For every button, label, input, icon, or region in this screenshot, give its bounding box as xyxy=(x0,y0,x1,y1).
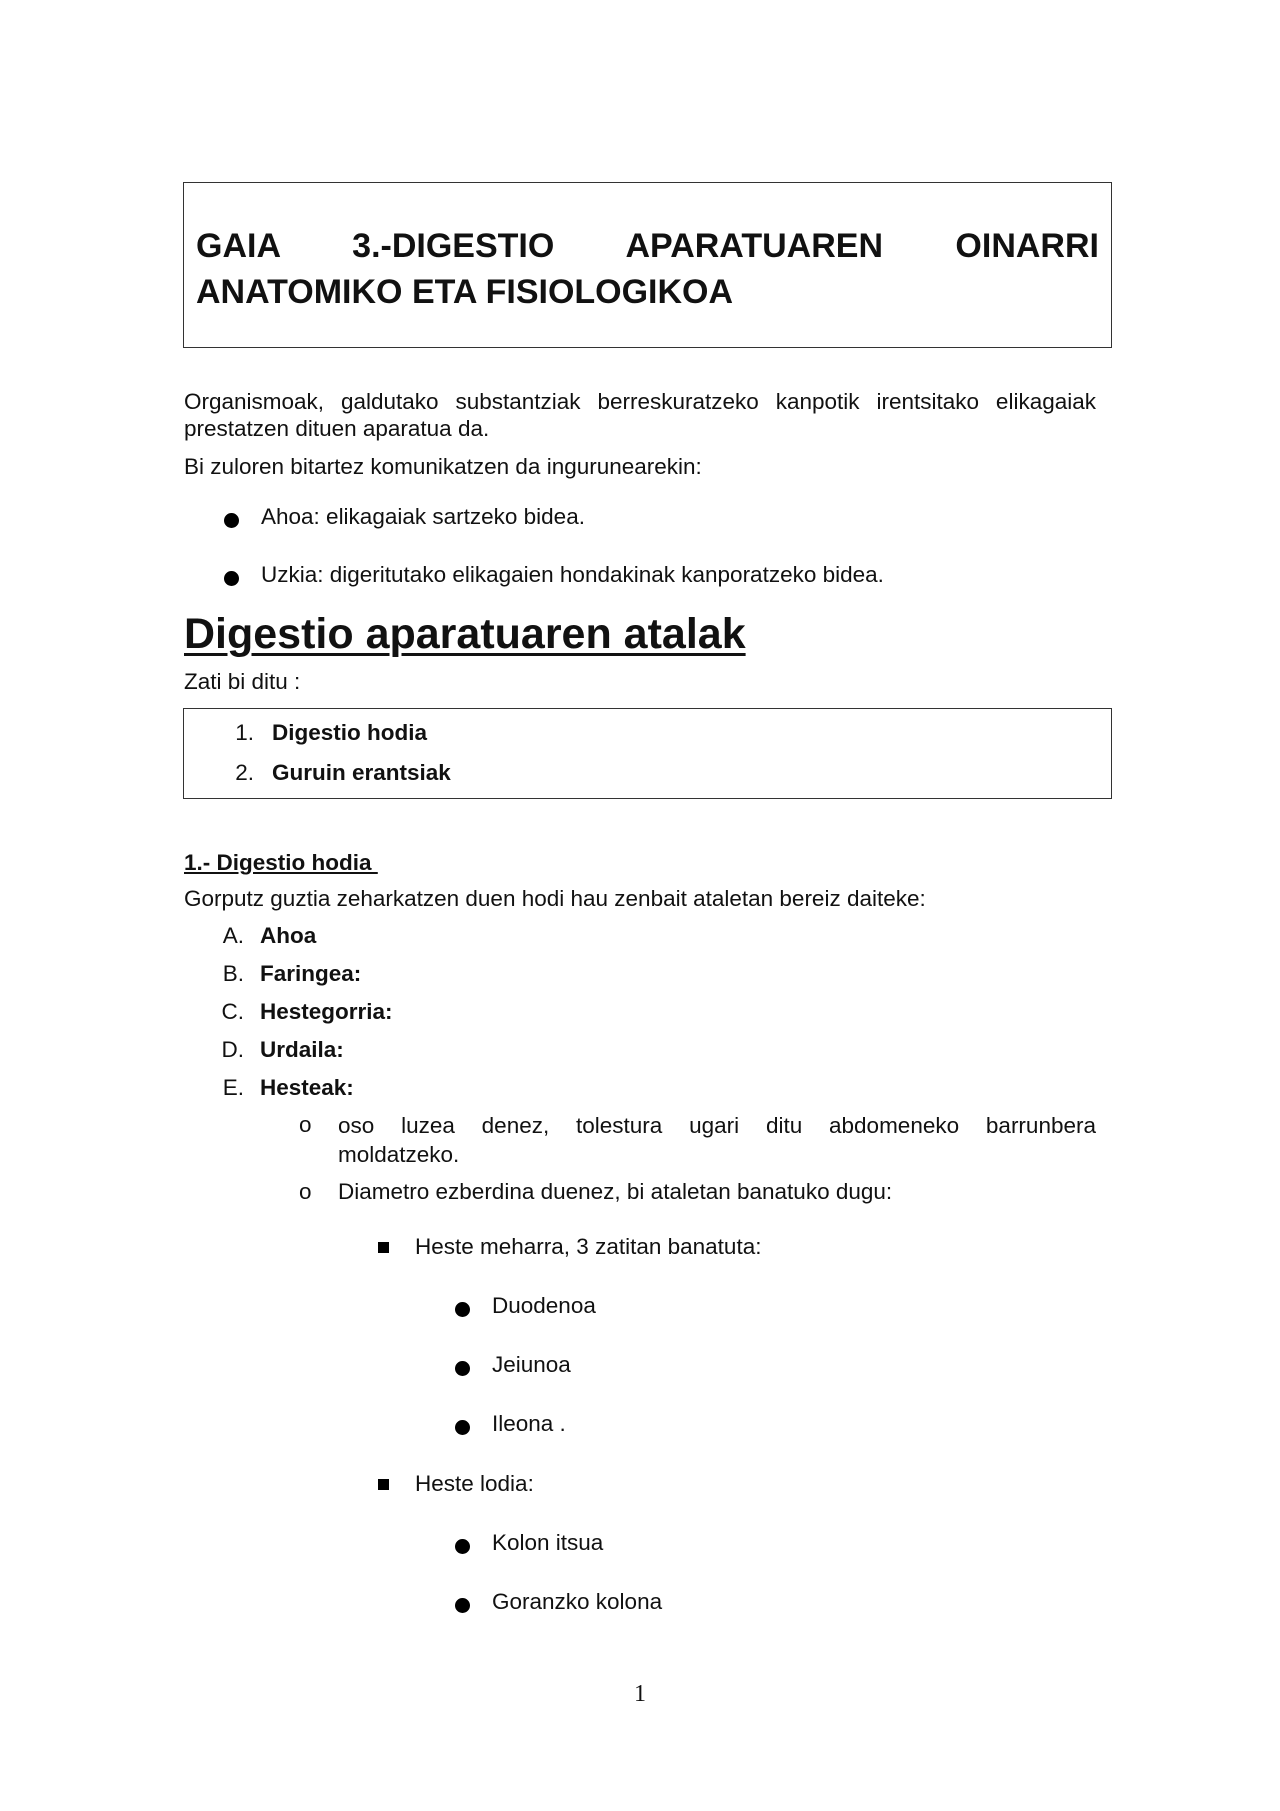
heste-lodia-part: Goranzko kolona xyxy=(492,1589,663,1614)
hesteak-sub-item-1-line-1: oso luzea denez, tolestura ugari ditu abdomeneko barrunbera xyxy=(338,1113,1096,1138)
bullet-dot-icon xyxy=(455,1361,470,1376)
list-marker: A. xyxy=(222,923,244,948)
title-line-1: GAIA 3.-DIGESTIO APARATUAREN OINARRI xyxy=(196,227,1099,265)
list-marker: B. xyxy=(222,961,244,986)
list-item-label: Ahoa xyxy=(260,923,317,948)
bullet-dot-icon xyxy=(455,1420,470,1435)
list-item-label: Hesteak: xyxy=(260,1075,354,1100)
list-marker: D. xyxy=(221,1037,244,1062)
intro-line-2: prestatzen dituen aparatua da. xyxy=(184,416,490,441)
intro-paragraph-2: Bi zuloren bitartez komunikatzen da ingurunearekin: xyxy=(184,454,702,479)
heste-meharra-part: Duodenoa xyxy=(492,1293,596,1318)
list-marker: E. xyxy=(222,1075,244,1100)
digestio-hodia-intro: Gorputz guztia zeharkatzen duen hodi hau zenbait ataletan bereiz daiteke: xyxy=(184,886,926,911)
title-line-2: ANATOMIKO ETA FISIOLOGIKOA xyxy=(196,273,734,311)
intro-line-1: Organismoak, galdutako substantziak berreskuratzeko kanpotik irentsitako elikagaiak xyxy=(184,389,1096,414)
heste-lodia-label: Heste lodia: xyxy=(415,1471,534,1496)
bullet-dot-icon xyxy=(224,571,239,586)
hesteak-sub-item-1 xyxy=(338,1111,1096,1169)
heste-meharra-part: Jeiunoa xyxy=(492,1352,571,1377)
list-item-label: Urdaila: xyxy=(260,1037,344,1062)
list-marker: 2. xyxy=(235,760,254,785)
square-bullet-icon xyxy=(378,1479,389,1490)
list-marker: 1. xyxy=(235,720,254,745)
sub-list-marker: o xyxy=(299,1179,312,1204)
bullet-dot-icon xyxy=(455,1302,470,1317)
bullet-dot-icon xyxy=(455,1539,470,1554)
subsection-heading-digestio-hodia: 1.- Digestio hodia xyxy=(184,850,378,875)
section-atalak-intro: Zati bi ditu : xyxy=(184,669,301,694)
intro-paragraph xyxy=(184,388,1096,442)
page-title xyxy=(196,223,1099,315)
bullet-item-uzkia: Uzkia: digeritutako elikagaien hondakinak kanporatzeko bidea. xyxy=(261,562,884,587)
list-item-label: Faringea: xyxy=(260,961,362,986)
page-number: 1 xyxy=(634,1681,646,1707)
heste-lodia-part: Kolon itsua xyxy=(492,1530,604,1555)
square-bullet-icon xyxy=(378,1242,389,1253)
title-box xyxy=(183,182,1112,348)
hesteak-sub-item-2: Diametro ezberdina duenez, bi ataletan banatuko dugu: xyxy=(338,1179,893,1204)
list-marker: C. xyxy=(221,999,244,1024)
list-item-label: Guruin erantsiak xyxy=(272,760,451,785)
section-heading-atalak: Digestio aparatuaren atalak xyxy=(184,610,746,658)
bullet-item-ahoa: Ahoa: elikagaiak sartzeko bidea. xyxy=(261,504,585,529)
heste-meharra-part: Ileona . xyxy=(492,1411,566,1436)
list-item-label: Hestegorria: xyxy=(260,999,393,1024)
sub-list-marker: o xyxy=(299,1112,312,1137)
hesteak-sub-item-1-line-2: moldatzeko. xyxy=(338,1142,460,1167)
bullet-dot-icon xyxy=(455,1598,470,1613)
list-item-label: Digestio hodia xyxy=(272,720,428,745)
heste-meharra-label: Heste meharra, 3 zatitan banatuta: xyxy=(415,1234,762,1259)
bullet-dot-icon xyxy=(224,513,239,528)
